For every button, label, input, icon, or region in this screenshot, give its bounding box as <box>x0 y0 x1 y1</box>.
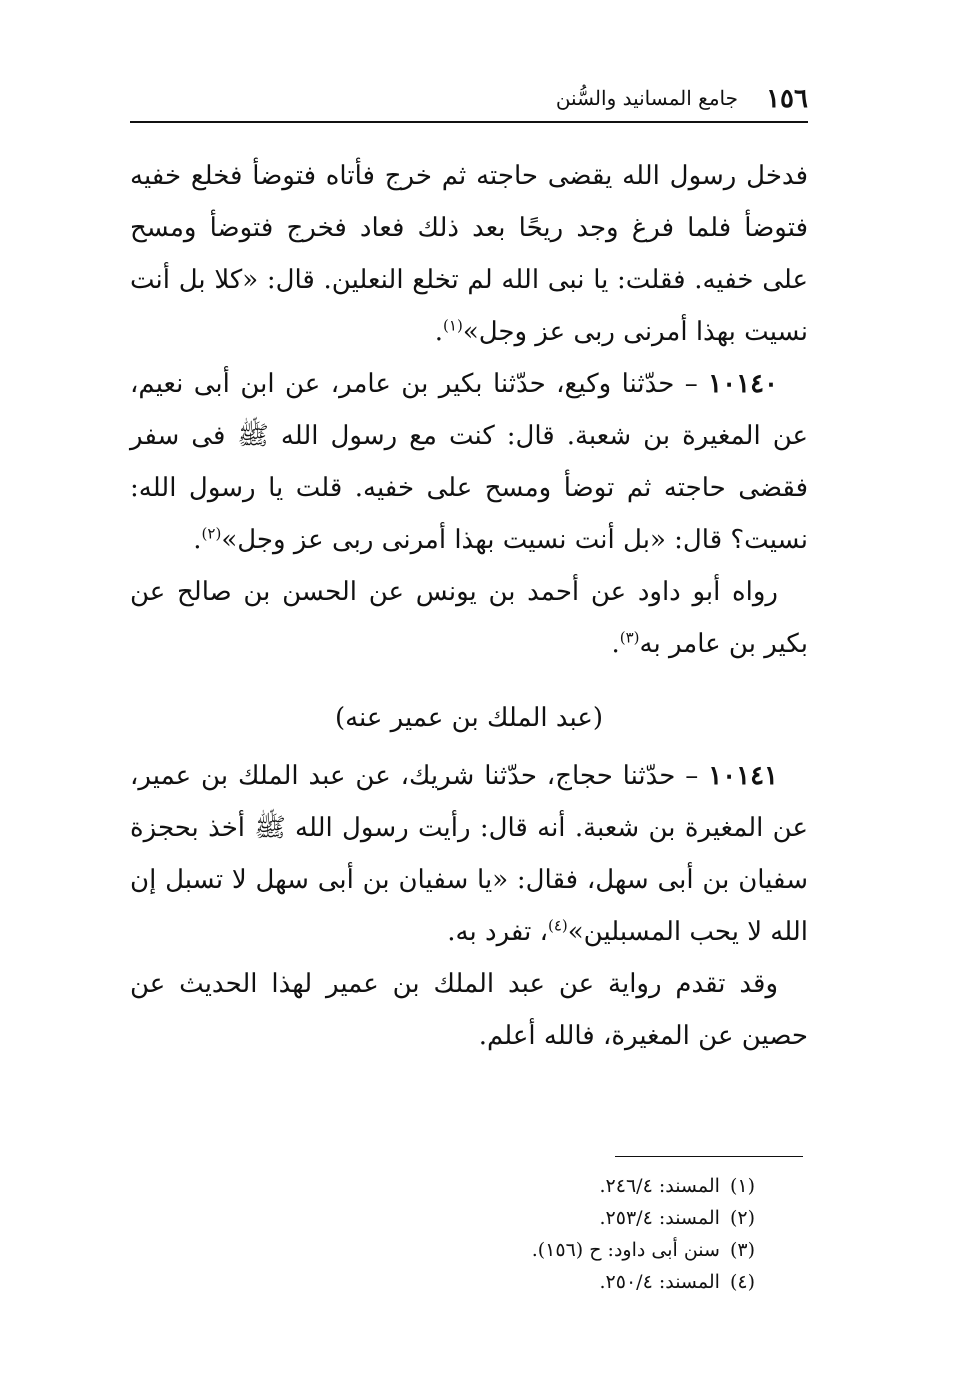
paragraph-continuation <box>130 150 808 358</box>
footnote-item <box>130 1266 755 1298</box>
footnote-item <box>130 1234 755 1266</box>
footnote-text: المسند: ٢٥٠/٤. <box>599 1271 720 1293</box>
footnote-text: المسند: ٢٤٦/٤. <box>599 1175 720 1197</box>
paragraph-tail: . <box>611 629 620 659</box>
paragraph-text: – حدّثنا حجاج، حدّثنا شريك، عن عبد الملك بن عمير، عن المغيرة بن شعبة. أنه قال: رأيت رسول الله ﷺ أخذ بحجزة سفيان بن أبى سهل، فقال: «يا سفيان بن أبى سهل لا تسبل إن الله لا يحب المسبلين» <box>130 761 808 947</box>
footnote-number: (٤) <box>729 1271 755 1293</box>
footnote-divider <box>615 1156 803 1157</box>
footnote-text: المسند: ٢٥٣/٤. <box>599 1207 720 1229</box>
page-number: ١٥٦ <box>766 84 808 114</box>
footnote-item <box>130 1202 755 1234</box>
paragraph-text: فدخل رسول الله يقضى حاجته ثم خرج فأتاه فتوضأ فخلع خفيه فتوضأ فلما فرغ وجد ريحًا بعد ذلك فعاد فخرج فتوضأ ومسح على خفيه. فقلت: يا نبى الله لم تخلع النعلين. قال: «كلا بل أنت نسيت بهذا أمرنى ربى عز وجل» <box>130 161 808 347</box>
paragraph-tail: . <box>434 317 444 347</box>
footnote-number: (٢) <box>729 1207 755 1229</box>
paragraph-text: وقد تقدم رواية عن عبد الملك بن عمير لهذا الحديث عن حصين عن المغيرة، فالله أعلم. <box>130 969 808 1051</box>
footnote-reference[interactable]: (٣) <box>619 628 640 647</box>
running-title: جامع المسانيد والسُّنن <box>555 86 738 110</box>
page-header <box>130 72 808 120</box>
hadith-paragraph <box>130 750 808 958</box>
section-heading: (عبد الملك بن عمير عنه) <box>334 703 604 733</box>
footnote-reference[interactable]: (٢) <box>201 524 222 543</box>
hadith-paragraph <box>130 358 808 566</box>
footnote-item <box>130 1170 755 1202</box>
footnotes <box>130 1170 755 1298</box>
paragraph-text: رواه أبو داود عن أحمد بن يونس عن الحسن بن صالح عن بكير بن عامر به <box>130 577 808 659</box>
footnote-reference[interactable]: (١) <box>443 316 463 335</box>
header-divider <box>130 121 808 123</box>
footnote-number: (٣) <box>729 1239 755 1261</box>
paragraph-tail: ، تفرد به. <box>447 917 548 947</box>
paragraph-tail: . <box>193 525 202 555</box>
narration-paragraph <box>130 566 808 670</box>
footnote-number: (١) <box>729 1175 755 1197</box>
footnote-reference[interactable]: (٤) <box>547 916 568 935</box>
footnote-text: سنن أبى داود: ح (١٥٦). <box>531 1239 720 1261</box>
paragraph-text: – حدّثنا وكيع، حدّثنا بكير بن عامر، عن ابن أبى نعيم، عن المغيرة بن شعبة. قال: كنت مع رسول الله ﷺ فى سفر فقضى حاجته ثم توضأ ومسح على خفيه. قلت يا رسول الله: نسيت؟ قال: «بل أنت نسيت بهذا أمرنى ربى عز وجل» <box>130 369 808 555</box>
main-text <box>130 150 808 1062</box>
hadith-number: ١٠١٤١ <box>708 761 779 791</box>
closing-paragraph <box>130 958 808 1062</box>
hadith-number: ١٠١٤٠ <box>708 369 778 399</box>
